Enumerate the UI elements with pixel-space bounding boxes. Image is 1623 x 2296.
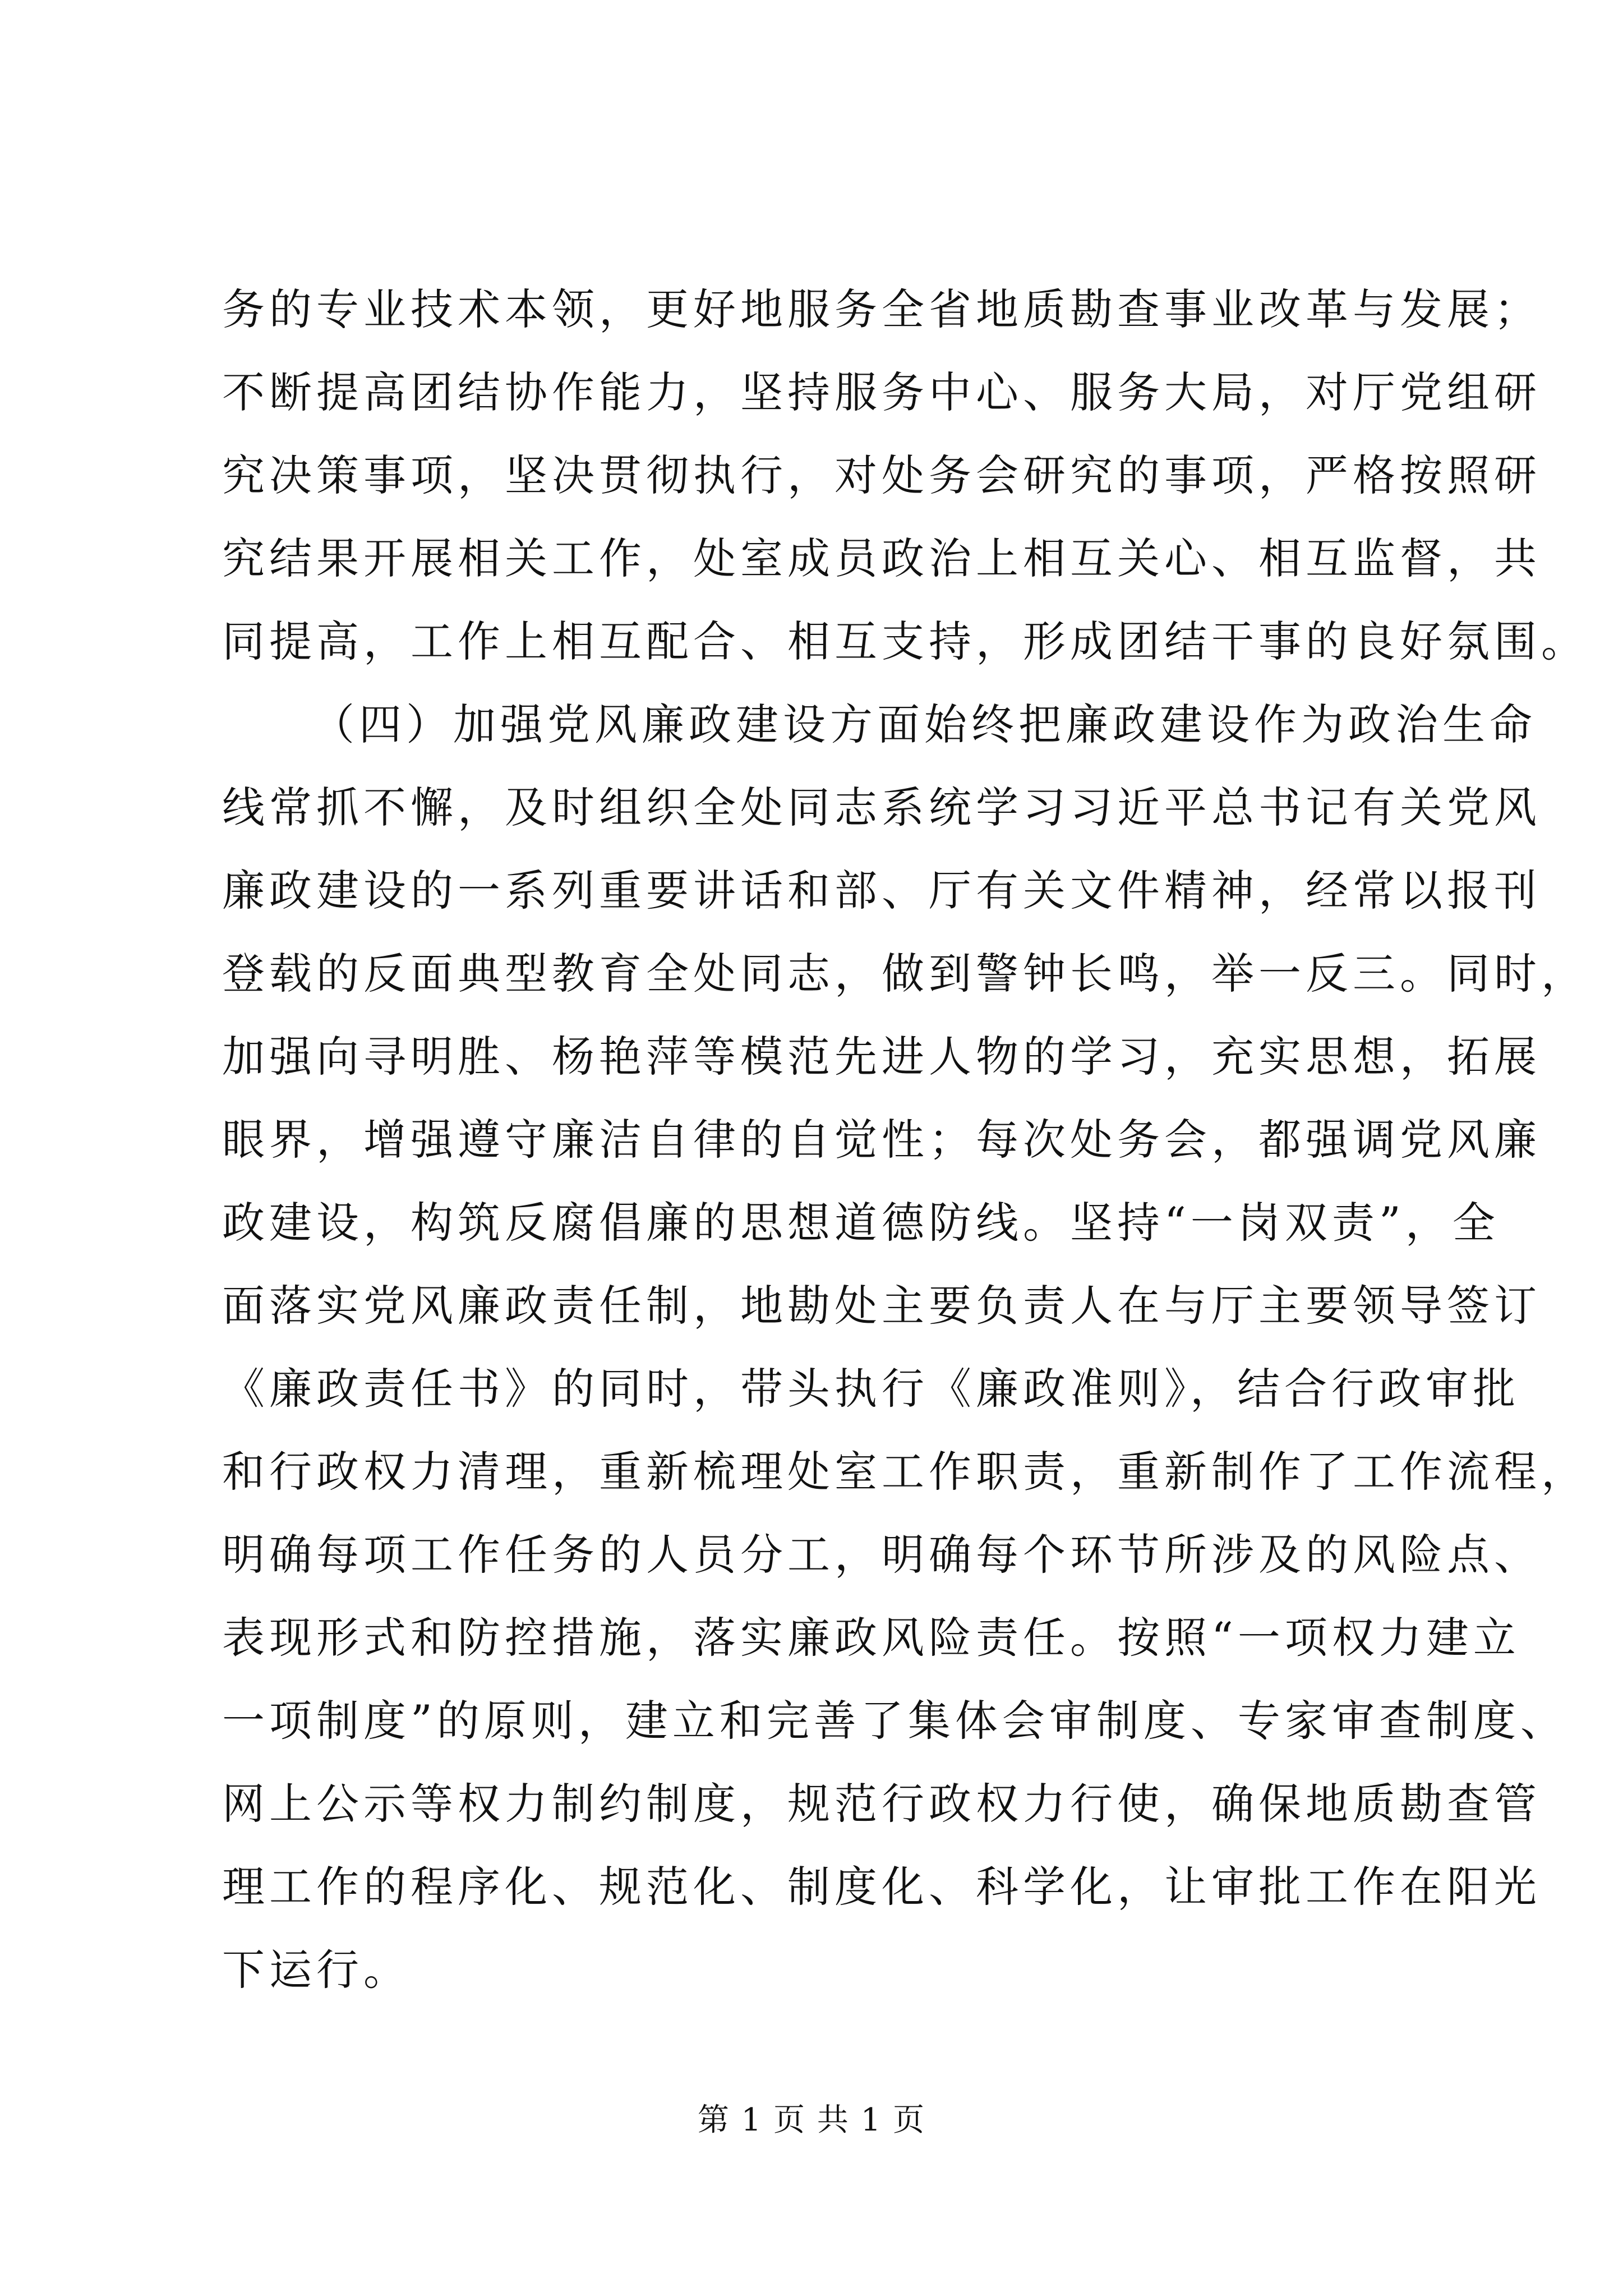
text-line: 廉政建设的一系列重要讲话和部、厅有关文件精神，经常以报刊 xyxy=(222,866,1541,915)
text-line: 务的专业技术本领，更好地服务全省地质勘查事业改革与发展； xyxy=(222,284,1541,334)
text-line: 《廉政责任书》的同时，带头执行《廉政准则》，结合行政审批 xyxy=(222,1364,1520,1414)
text-line: 政建设，构筑反腐倡廉的思想道德防线。坚持“一岗双责”，全 xyxy=(222,1198,1500,1248)
text-line: 表现形式和防控措施，落实廉政风险责任。按照“一项权力建立 xyxy=(222,1613,1520,1663)
page-footer: 第 1 页 共 1 页 xyxy=(697,2102,926,2138)
text-line: 登载的反面典型教育全处同志，做到警钟长鸣，举一反三。同时， xyxy=(222,949,1588,999)
text-line: 究结果开展相关工作，处室成员政治上相互关心、相互监督，共 xyxy=(222,533,1541,583)
text-line: 同提高，工作上相互配合、相互支持，形成团结干事的良好氛围。 xyxy=(222,616,1588,666)
text-line: 加强向寻明胜、杨艳萍等模范先进人物的学习，充实思想，拓展 xyxy=(222,1032,1541,1082)
paragraph-start-line: （四）加强党风廉政建设方面始终把廉政建设作为政治生命 xyxy=(312,700,1537,749)
text-line: 理工作的程序化、规范化、制度化、科学化，让审批工作在阳光 xyxy=(222,1862,1541,1912)
text-line: 眼界，增强遵守廉洁自律的自觉性；每次处务会，都强调党风廉 xyxy=(222,1115,1541,1165)
text-line: 线常抓不懈，及时组织全处同志系统学习习近平总书记有关党风 xyxy=(222,783,1541,832)
text-line: 和行政权力清理，重新梳理处室工作职责，重新制作了工作流程， xyxy=(222,1447,1588,1497)
text-line: 下运行。 xyxy=(222,1945,411,1995)
text-line: 不断提高团结协作能力，坚持服务中心、服务大局，对厅党组研 xyxy=(222,367,1541,417)
text-line: 面落实党风廉政责任制，地勘处主要负责人在与厅主要领导签订 xyxy=(222,1281,1541,1331)
text-line: 一项制度”的原则，建立和完善了集体会审制度、专家审查制度、 xyxy=(222,1696,1567,1746)
body-text xyxy=(222,268,1588,2012)
text-line: 究决策事项，坚决贯彻执行，对处务会研究的事项，严格按照研 xyxy=(222,450,1541,500)
text-line: 明确每项工作任务的人员分工，明确每个环节所涉及的风险点、 xyxy=(222,1530,1541,1580)
text-line: 网上公示等权力制约制度，规范行政权力行使，确保地质勘查管 xyxy=(222,1779,1541,1829)
